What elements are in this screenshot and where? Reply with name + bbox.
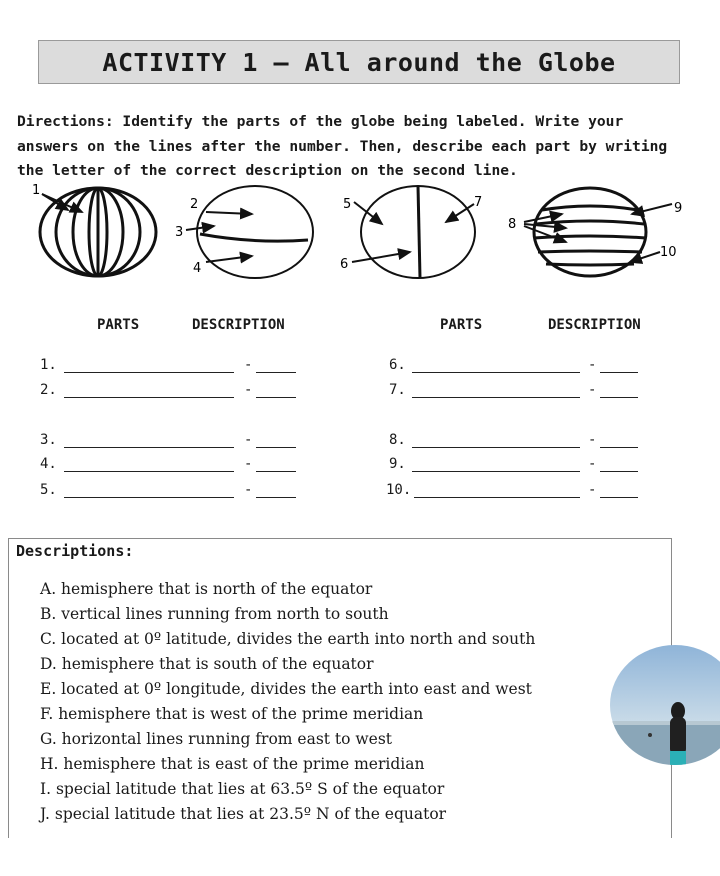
row-5-number: 5. <box>40 482 57 498</box>
row-2-number: 2. <box>40 382 57 398</box>
row-10-description-line[interactable] <box>600 497 638 498</box>
row-9-separator: - <box>588 456 597 472</box>
globe-diagrams <box>0 180 720 290</box>
row-7-description-line[interactable] <box>600 397 638 398</box>
row-6-description-line[interactable] <box>600 372 638 373</box>
description-i: I. special latitude that lies at 63.5º S of the equator <box>40 780 445 798</box>
row-3-part-line[interactable] <box>64 447 234 448</box>
row-3-description-line[interactable] <box>256 447 296 448</box>
row-5-description-line[interactable] <box>256 497 296 498</box>
row-2-separator: - <box>244 382 253 398</box>
header-description-left: DESCRIPTION <box>192 317 285 333</box>
row-9-part-line[interactable] <box>412 471 580 472</box>
activity-title: ACTIVITY 1 – All around the Globe <box>102 47 616 77</box>
row-2-description-line[interactable] <box>256 397 296 398</box>
row-4-description-line[interactable] <box>256 471 296 472</box>
row-2-part-line[interactable] <box>64 397 234 398</box>
header-description-right: DESCRIPTION <box>548 317 641 333</box>
row-10-part-line[interactable] <box>414 497 580 498</box>
label-9: 9 <box>674 201 683 216</box>
label-4: 4 <box>193 261 202 276</box>
row-4-number: 4. <box>40 456 57 472</box>
row-9-number: 9. <box>389 456 406 472</box>
label-1: 1 <box>32 183 41 198</box>
row-8-separator: - <box>588 432 597 448</box>
header-parts-right: PARTS <box>440 317 483 333</box>
row-10-separator: - <box>588 482 597 498</box>
header-parts-left: PARTS <box>97 317 140 333</box>
label-5: 5 <box>343 197 352 212</box>
row-1-separator: - <box>244 357 253 373</box>
label-3: 3 <box>175 225 184 240</box>
label-2: 2 <box>190 197 199 212</box>
row-7-separator: - <box>588 382 597 398</box>
directions-text: Directions: Identify the parts of the globe being labeled. Write your answers on the lines after the number. Then, describe each part by writing the letter of the correct description on the second line. <box>17 113 668 179</box>
row-9-description-line[interactable] <box>600 471 638 472</box>
row-8-part-line[interactable] <box>412 447 580 448</box>
row-8-description-line[interactable] <box>600 447 638 448</box>
row-4-part-line[interactable] <box>64 471 234 472</box>
description-g: G. horizontal lines running from east to west <box>40 730 393 748</box>
globe-2-equator <box>175 186 313 278</box>
row-5-separator: - <box>244 482 253 498</box>
row-10-number: 10. <box>386 482 412 498</box>
label-6: 6 <box>340 257 349 272</box>
descriptions-title: Descriptions: <box>16 542 134 560</box>
label-7: 7 <box>474 195 483 210</box>
row-1-part-line[interactable] <box>64 372 234 373</box>
globe-4-parallels <box>508 188 682 276</box>
row-8-number: 8. <box>389 432 406 448</box>
description-c: C. located at 0º latitude, divides the earth into north and south <box>40 630 536 648</box>
row-7-part-line[interactable] <box>412 397 580 398</box>
description-j: J. special latitude that lies at 23.5º N of the equator <box>40 805 447 823</box>
row-1-description-line[interactable] <box>256 372 296 373</box>
row-5-part-line[interactable] <box>64 497 234 498</box>
description-a: A. hemisphere that is north of the equator <box>40 580 373 598</box>
label-8: 8 <box>508 217 517 232</box>
row-3-separator: - <box>244 432 253 448</box>
description-d: D. hemisphere that is south of the equator <box>40 655 374 673</box>
activity-title-box <box>38 40 680 84</box>
row-6-separator: - <box>588 357 597 373</box>
row-3-number: 3. <box>40 432 57 448</box>
row-1-number: 1. <box>40 357 57 373</box>
description-f: F. hemisphere that is west of the prime meridian <box>40 705 424 723</box>
row-7-number: 7. <box>389 382 406 398</box>
label-10: 10 <box>660 245 677 260</box>
globe-3-prime-meridian <box>340 186 482 278</box>
description-h: H. hemisphere that is east of the prime meridian <box>40 755 425 773</box>
globe-1-meridians <box>32 183 156 276</box>
row-6-number: 6. <box>389 357 406 373</box>
row-4-separator: - <box>244 456 253 472</box>
description-e: E. located at 0º longitude, divides the earth into east and west <box>40 680 532 698</box>
description-b: B. vertical lines running from north to south <box>40 605 389 623</box>
row-6-part-line[interactable] <box>412 372 580 373</box>
